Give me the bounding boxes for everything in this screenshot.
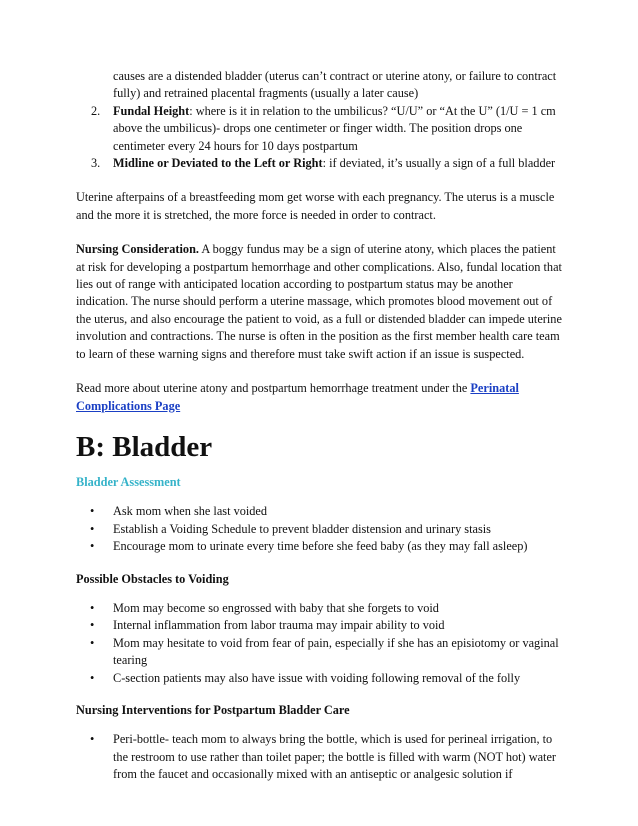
- bullet-icon: •: [90, 732, 95, 747]
- list-item-text: Mom may become so engrossed with baby that she forgets to void: [113, 600, 439, 615]
- list-item-text: C-section patients may also have issue with voiding following removal of the folly: [113, 670, 521, 685]
- bullet-icon: •: [90, 618, 95, 633]
- interventions-list: [76, 731, 566, 783]
- nursing-consideration-paragraph: [76, 241, 566, 363]
- bullet-icon: •: [90, 670, 95, 685]
- nursing-consideration-text: A boggy fundus may be a sign of uterine atony, which places the patient at risk for developing a postpartum hemorrhage and other complications. Also, fundal location that lies out of range with anticipated location according to postpartum status may be another indication. The nurse should perform a uterine massage, which promotes blood movement out of the uterus, and also encourage the patient to void, as a full or distended bladder can impede uterine involution and contractions. The nurse is often in the position as the first member health care team to learn of these warning signs and therefore must take swift action if an issue is suspected.: [76, 242, 562, 361]
- list-item: [76, 635, 566, 670]
- numbered-item-text: : if deviated, it’s usually a sign of a full bladder: [322, 156, 556, 171]
- numbered-item-midline: [76, 155, 566, 172]
- list-item-text: Ask mom when she last voided: [113, 504, 268, 519]
- read-more-text: Read more about uterine atony and postpartum hemorrhage treatment under the: [76, 381, 471, 396]
- list-item: [76, 731, 566, 783]
- numbered-list: [76, 103, 566, 173]
- document-content: [76, 68, 566, 784]
- numbered-item-title: Midline or Deviated to the Left or Right: [113, 156, 323, 171]
- list-item-text: Internal inflammation from labor trauma may impair ability to void: [113, 618, 445, 633]
- read-more-paragraph: [76, 380, 566, 415]
- list-item-text: Peri-bottle- teach mom to always bring the bottle, which is used for perineal irrigation, to the restroom to use rather than toilet paper; the bottle is filled with warm (NOT hot) water from the faucet and occasionally mixed with an antiseptic or analgesic solution if: [113, 732, 557, 782]
- list-number: 2.: [91, 103, 101, 118]
- list-item-text: Establish a Voiding Schedule to prevent bladder distension and urinary stasis: [113, 521, 491, 536]
- list-item: [76, 521, 566, 538]
- bullet-icon: •: [90, 635, 95, 650]
- list-item: [76, 503, 566, 520]
- interventions-heading: Nursing Interventions for Postpartum Bladder Care: [76, 702, 350, 717]
- numbered-item-text: : where is it in relation to the umbilicus? “U/U” or “At the U” (1/U = 1 cm above the umbilicus)- drops one centimeter or finger width. The position drops one centimeter every 24 hours for 10 days postpartum: [113, 103, 556, 153]
- bladder-assessment-list: [76, 503, 566, 555]
- bullet-icon: •: [90, 504, 95, 519]
- list-number: 3.: [91, 156, 101, 171]
- afterpains-paragraph: Uterine afterpains of a breastfeeding mom get worse with each pregnancy. The uterus is a muscle and the more it is stretched, the more force is needed in order to contract.: [76, 190, 555, 222]
- bladder-assessment-heading: Bladder Assessment: [76, 474, 181, 489]
- nursing-consideration-title: Nursing Consideration.: [76, 242, 199, 257]
- list-item: [76, 600, 566, 617]
- list-item-continuation: causes are a distended bladder (uterus can’t contract or uterine atony, or failure to contract fully) and retrained placental fragments (usually a later cause): [113, 69, 557, 101]
- list-item: [76, 617, 566, 634]
- bullet-icon: •: [90, 600, 95, 615]
- perinatal-complications-link[interactable]: Perinatal Complications Page: [76, 381, 519, 413]
- numbered-item-fundal-height: [76, 103, 566, 155]
- section-title: B: Bladder: [76, 430, 213, 463]
- bullet-icon: •: [90, 539, 95, 554]
- list-item-text: Encourage mom to urinate every time before she feed baby (as they may fall asleep): [113, 539, 528, 554]
- obstacles-heading: Possible Obstacles to Voiding: [76, 571, 229, 586]
- list-item-text: Mom may hesitate to void from fear of pain, especially if she has an episiotomy or vaginal tearing: [113, 635, 559, 668]
- list-item: [76, 670, 566, 687]
- list-item: [76, 538, 566, 555]
- obstacles-list: [76, 600, 566, 687]
- bullet-icon: •: [90, 521, 95, 536]
- numbered-item-title: Fundal Height: [113, 103, 190, 118]
